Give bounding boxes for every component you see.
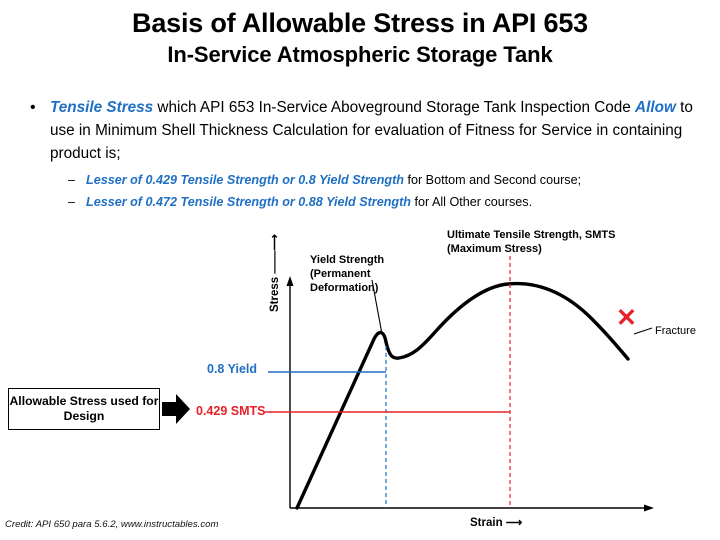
y-axis-label: Stress ——⟶	[269, 234, 281, 312]
sub-emphasis-1: Lesser of 0.429 Tensile Strength or 0.8 Yield Strength	[86, 173, 404, 187]
bullet-text-part4: to use in Minimum Shell Thickness Calculation for evaluation of Fitness for Service in containing product is;	[50, 99, 693, 162]
sub-text-2	[86, 193, 700, 212]
sub-rest-2: for All Other courses.	[410, 195, 533, 209]
x-axis-label: Strain ⟶	[470, 517, 523, 529]
yield-value-label: 0.8 Yield	[207, 362, 258, 376]
credit-text: Credit: API 650 para 5.6.2, www.instructables.com	[5, 519, 219, 530]
title-line-2: In-Service Atmospheric Storage Tank	[167, 42, 553, 67]
sub-emphasis-2: Lesser of 0.472 Tensile Strength or 0.88 Yield Strength	[86, 195, 411, 209]
allowable-stress-callout: Allowable Stress used for Design	[8, 388, 160, 430]
tensile-stress-emphasis: Tensile Stress	[50, 99, 154, 116]
fracture-x-icon: ✕	[616, 304, 637, 332]
body-content	[30, 96, 700, 215]
yield-strength-label: Yield Strength (Permanent Deformation)	[310, 254, 385, 294]
list-item	[68, 171, 700, 190]
title-line-1: Basis of Allowable Stress in API 653	[132, 8, 588, 38]
bullet-marker: •	[30, 99, 36, 116]
allow-emphasis: Allow	[635, 99, 676, 116]
ultimate-strength-label: Ultimate Tensile Strength, SMTS (Maximum Stress)	[447, 229, 616, 255]
bullet-item	[30, 96, 700, 165]
bullet-text-part2: which API 653 In-Service Aboveground Storage Tank Inspection Code	[153, 99, 636, 116]
allowable-arrow-icon	[162, 394, 190, 424]
y-axis-arrow	[287, 276, 294, 286]
x-axis-arrow	[644, 505, 654, 512]
list-item	[68, 193, 700, 212]
sub-rest-1: for Bottom and Second course;	[403, 173, 582, 187]
sub-marker-1: –	[68, 173, 75, 187]
page-title	[0, 6, 720, 70]
curve-path	[297, 284, 628, 508]
smts-value-label: 0.429 SMTS	[196, 404, 266, 418]
sub-text-1	[86, 171, 700, 190]
sub-marker-2: –	[68, 195, 75, 209]
bullet-text	[50, 96, 700, 165]
sub-list	[68, 171, 700, 212]
fracture-label: Fracture	[655, 325, 696, 337]
